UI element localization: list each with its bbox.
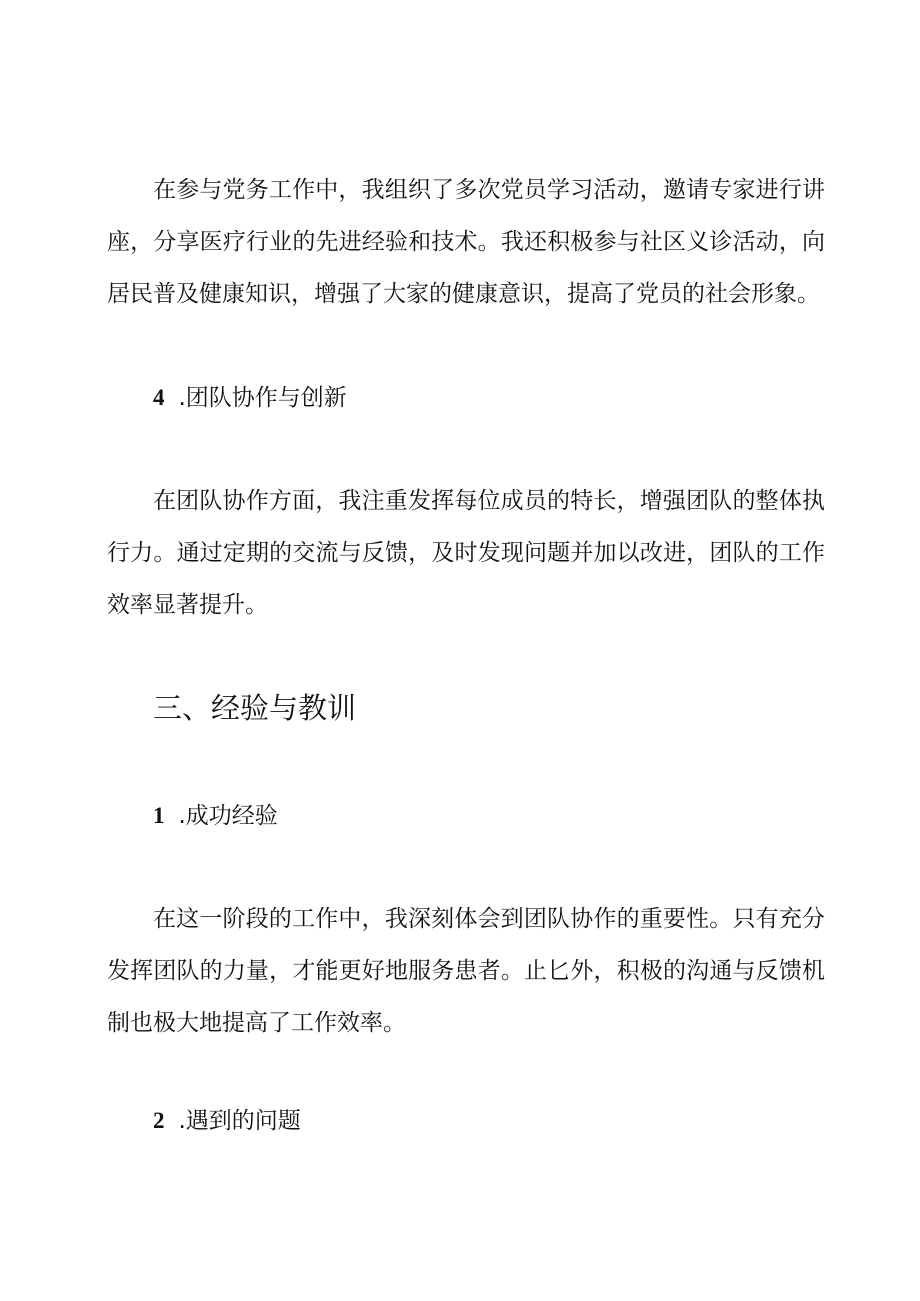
subheading-teamwork-innovation: [153, 383, 347, 413]
subheading-title: .团队协作与创新: [178, 385, 347, 411]
section-heading-experience: 三、经验与教训: [153, 691, 357, 725]
subheading-number: 4: [153, 385, 165, 410]
subheading-number: 2: [153, 1108, 165, 1133]
subheading-title: .遇到的问题: [178, 1108, 301, 1134]
subheading-success-experience: [153, 801, 278, 831]
paragraph-success: 在这一阶段的工作中，我深刻体会到团队协作的重要性。只有充分发挥团队的力量，才能更好地服务患者。止匕外，积极的沟通与反馈机制也极大地提高了工作效率。: [107, 906, 825, 1036]
paragraph-teamwork: 在团队协作方面，我注重发挥每位成员的特长，增强团队的整体执行力。通过定期的交流与反馈，及时发现问题并加以改进，团队的工作效率显著提升。: [107, 488, 825, 618]
subheading-title: .成功经验: [178, 803, 278, 829]
subheading-problems: [153, 1106, 301, 1136]
subheading-number: 1: [153, 803, 165, 828]
paragraph-party-work: 在参与党务工作中，我组织了多次党员学习活动，邀请专家进行讲座，分享医疗行业的先进经验和技术。我还积极参与社区义诊活动，向居民普及健康知识，增强了大家的健康意识，提高了党员的社会形象。: [107, 177, 825, 307]
